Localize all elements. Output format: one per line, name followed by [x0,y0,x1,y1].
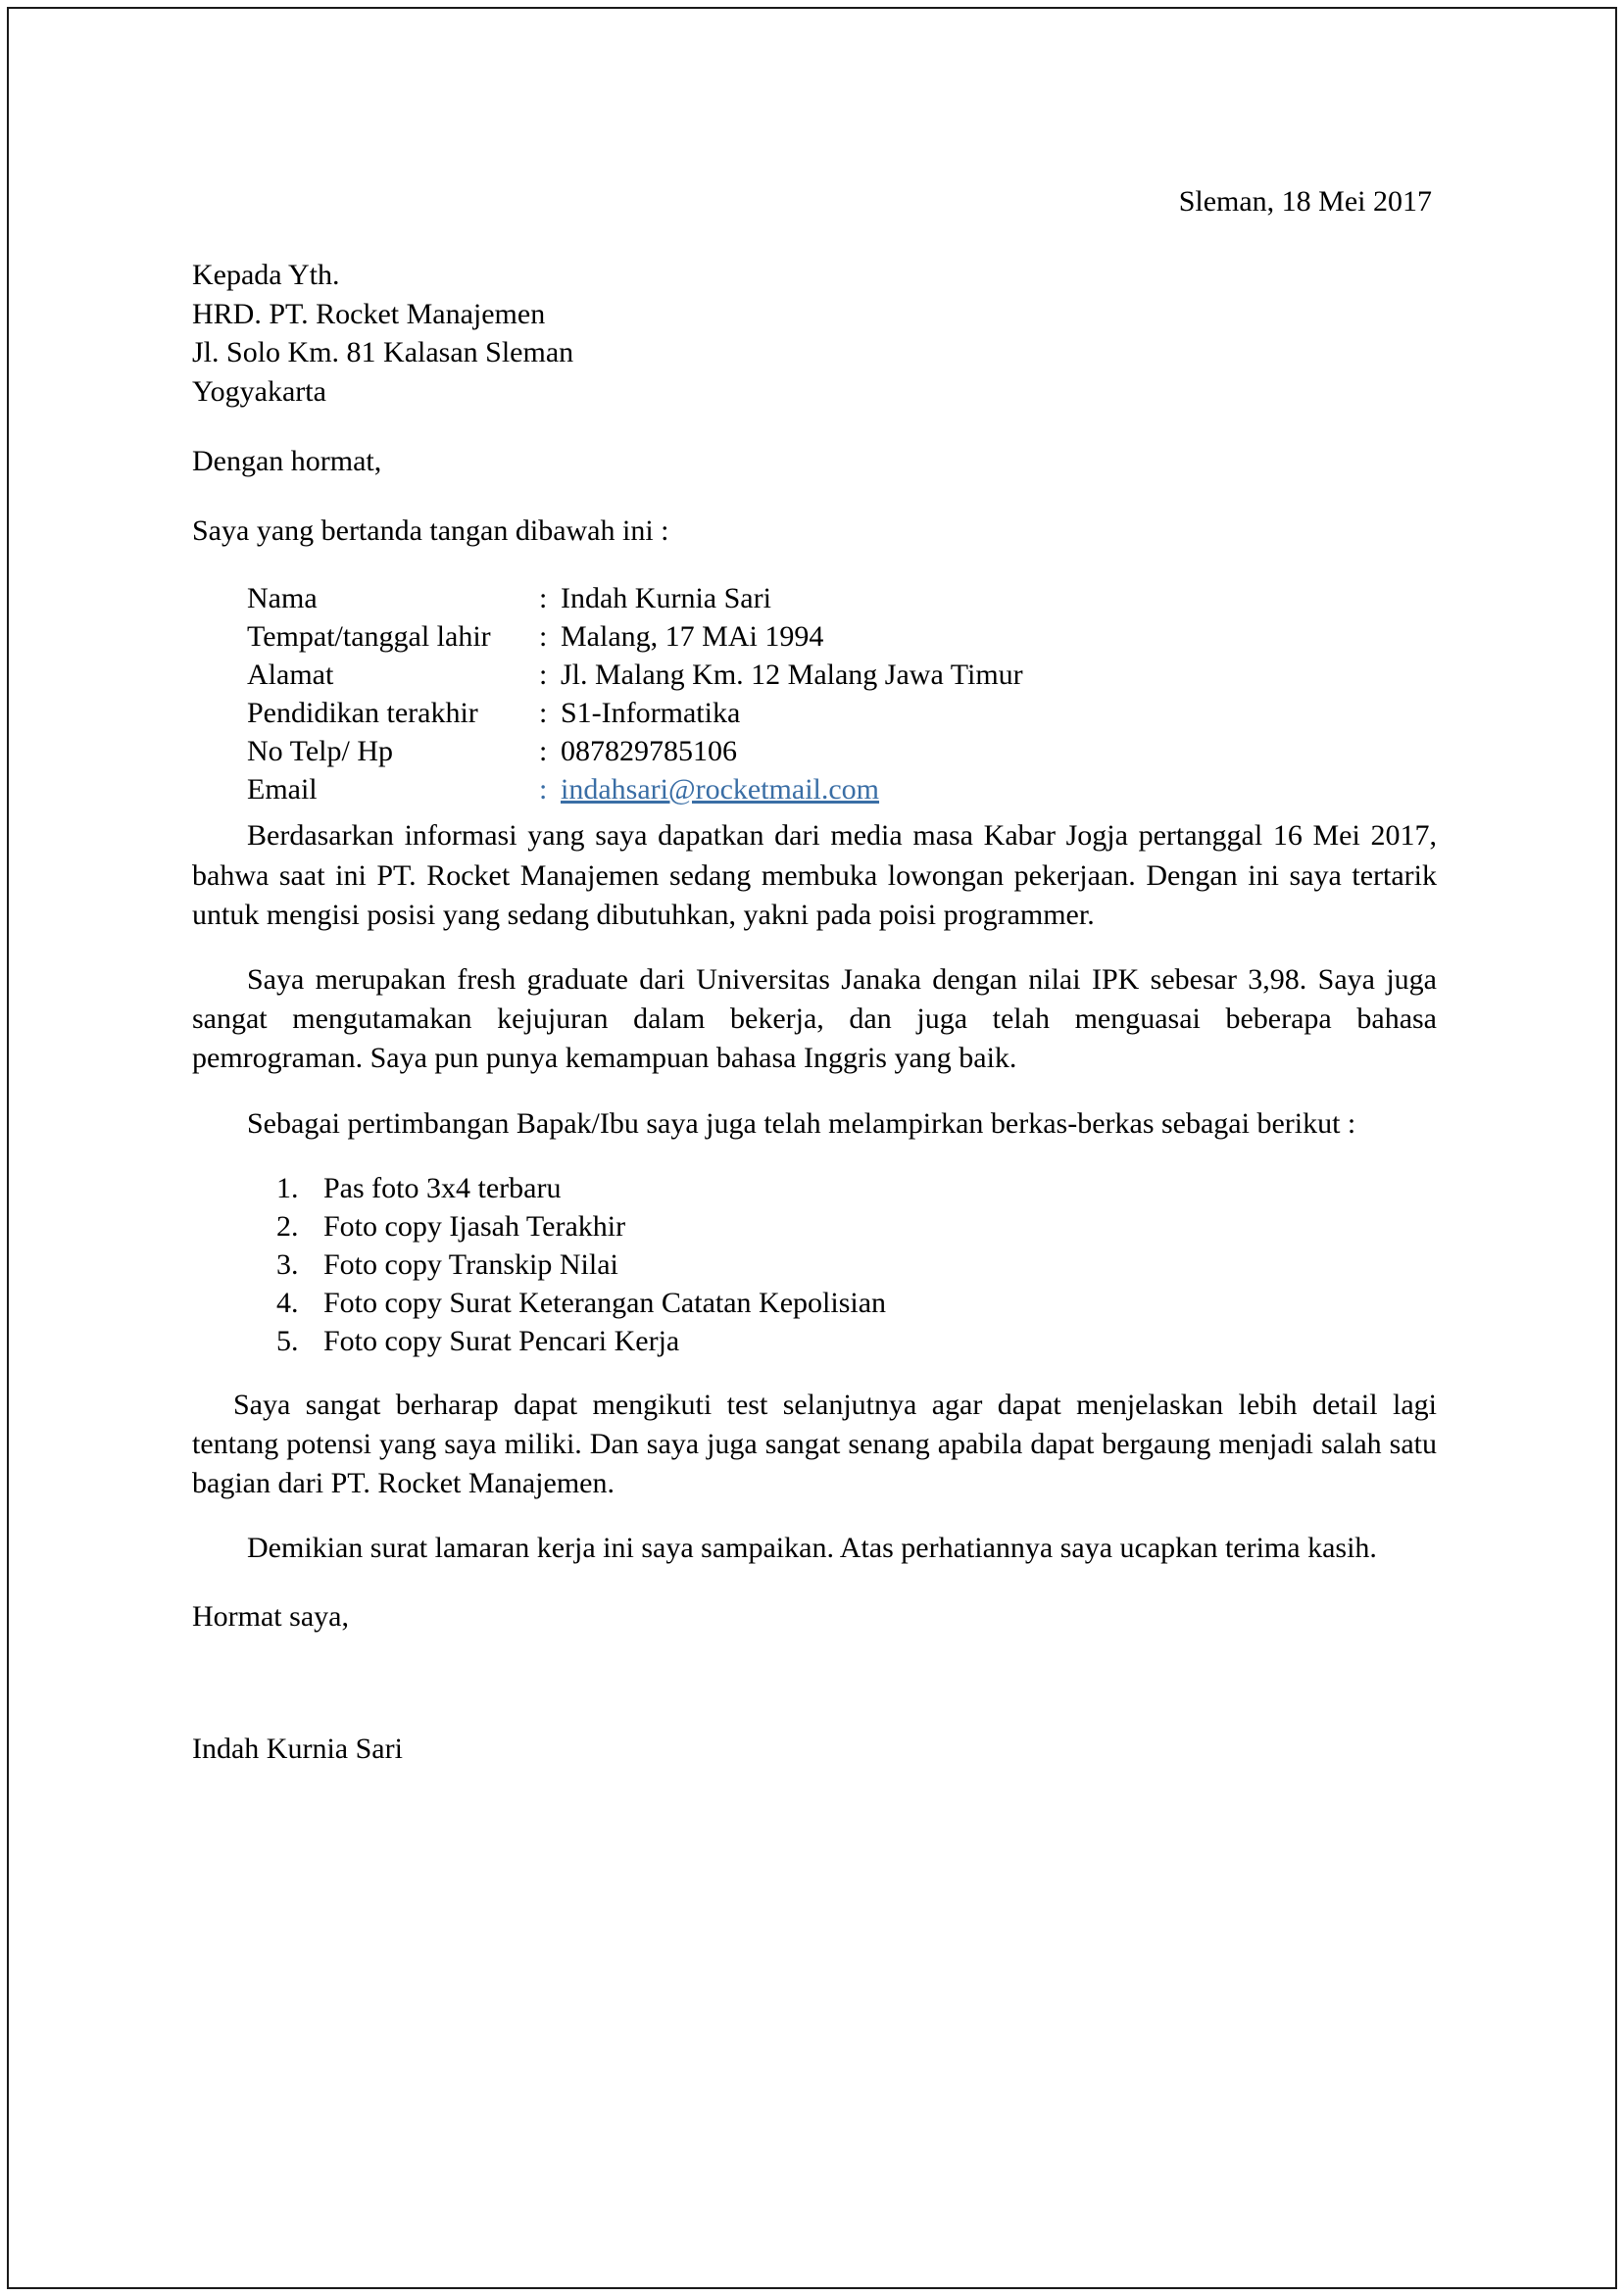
bio-label-email: Email [247,773,318,806]
bio-label-no-telp: No Telp/ Hp [247,735,394,768]
intro-line: Saya yang bertanda tangan dibawah ini : [192,514,669,548]
bio-label-nama: Nama [247,582,318,615]
paragraph-qualifications: Saya merupakan fresh graduate dari Universitas Janaka dengan nilai IPK sebesar 3,98. Saya juga sangat mengutamakan kejujuran dalam bekerja, dan juga telah menguasai beberapa bahasa pemrograman. Saya pun punya kemampuan bahasa Inggris yang baik. [192,962,1437,1075]
recipient-line-4: Yogyakarta [192,374,326,408]
bio-label-pendidikan-terakhir: Pendidikan terakhir [247,697,478,730]
bio-separator: : [539,620,548,654]
bio-separator: : [539,735,548,768]
list-item: 3. Foto copy Transkip Nilai [306,1246,1437,1284]
personal-data-table [247,579,1023,808]
bio-value-alamat: Jl. Malang Km. 12 Malang Jawa Timur [561,659,1023,692]
bio-separator: : [539,773,548,806]
attachments-list [192,1169,1437,1360]
salutation: Dengan hormat, [192,445,382,478]
bio-value-email [561,770,1023,808]
paragraph-hope: Saya sangat berharap dapat mengikuti test selanjutnya agar dapat menjelaskan lebih detail lagi tentang potensi yang saya miliki. Dan saya juga sangat senang apabila dapat bergaung menjadi salah satu bagian dari PT. Rocket Manajemen. [192,1388,1437,1500]
list-item: 2. Foto copy Ijasah Terakhir [306,1207,1437,1246]
list-item: 5. Foto copy Surat Pencari Kerja [306,1322,1437,1360]
personal-data-body [247,579,1023,808]
bio-separator: : [539,582,548,615]
bio-value-nama: Indah Kurnia Sari [561,582,771,615]
bio-label-tempat-tanggal-lahir: Tempat/tanggal lahir [247,620,491,654]
table-row [247,617,1023,656]
date-line: Sleman, 18 Mei 2017 [1178,185,1432,218]
closing-phrase: Hormat saya, [192,1600,349,1634]
paragraph-closing-statement: Demikian surat lamaran kerja ini saya sampaikan. Atas perhatiannya saya ucapkan terima kasih. [247,1532,1377,1565]
recipient-line-1: Kepada Yth. [192,259,340,291]
signature-name: Indah Kurnia Sari [192,1733,403,1766]
table-row [247,694,1023,732]
bio-separator: : [539,697,548,730]
paragraph-attachments-intro: Sebagai pertimbangan Bapak/Ibu saya juga telah melampirkan berkas-berkas sebagai berikut : [247,1106,1356,1140]
table-row [247,770,1023,808]
recipient-line-3: Jl. Solo Km. 81 Kalasan Sleman [192,336,574,369]
table-row [247,656,1023,694]
list-item: 4. Foto copy Surat Keterangan Catatan Kepolisian [306,1284,1437,1322]
bio-value-pendidikan-terakhir: S1-Informatika [561,697,741,730]
email-link[interactable]: indahsari@rocketmail.com [561,773,880,806]
bio-value-tempat-tanggal-lahir: Malang, 17 MAi 1994 [561,620,824,654]
list-item: 1. Pas foto 3x4 terbaru [306,1169,1437,1207]
letter-content [192,182,1437,1768]
paragraph-opening: Berdasarkan informasi yang saya dapatkan dari media masa Kabar Jogja pertanggal 16 Mei 2017, bahwa saat ini PT. Rocket Manajemen sedang membuka lowongan pekerjaan. Dengan ini saya tertarik untuk mengisi posisi yang sedang dibutuhkan, yakni pada poisi programmer. [192,819,1437,931]
table-row [247,732,1023,770]
table-row [247,579,1023,617]
recipient-line-2: HRD. PT. Rocket Manajemen [192,297,546,330]
bio-label-alamat: Alamat [247,659,334,692]
recipient-block [192,256,1437,411]
bio-separator: : [539,659,548,692]
bio-value-no-telp: 087829785106 [561,735,737,768]
